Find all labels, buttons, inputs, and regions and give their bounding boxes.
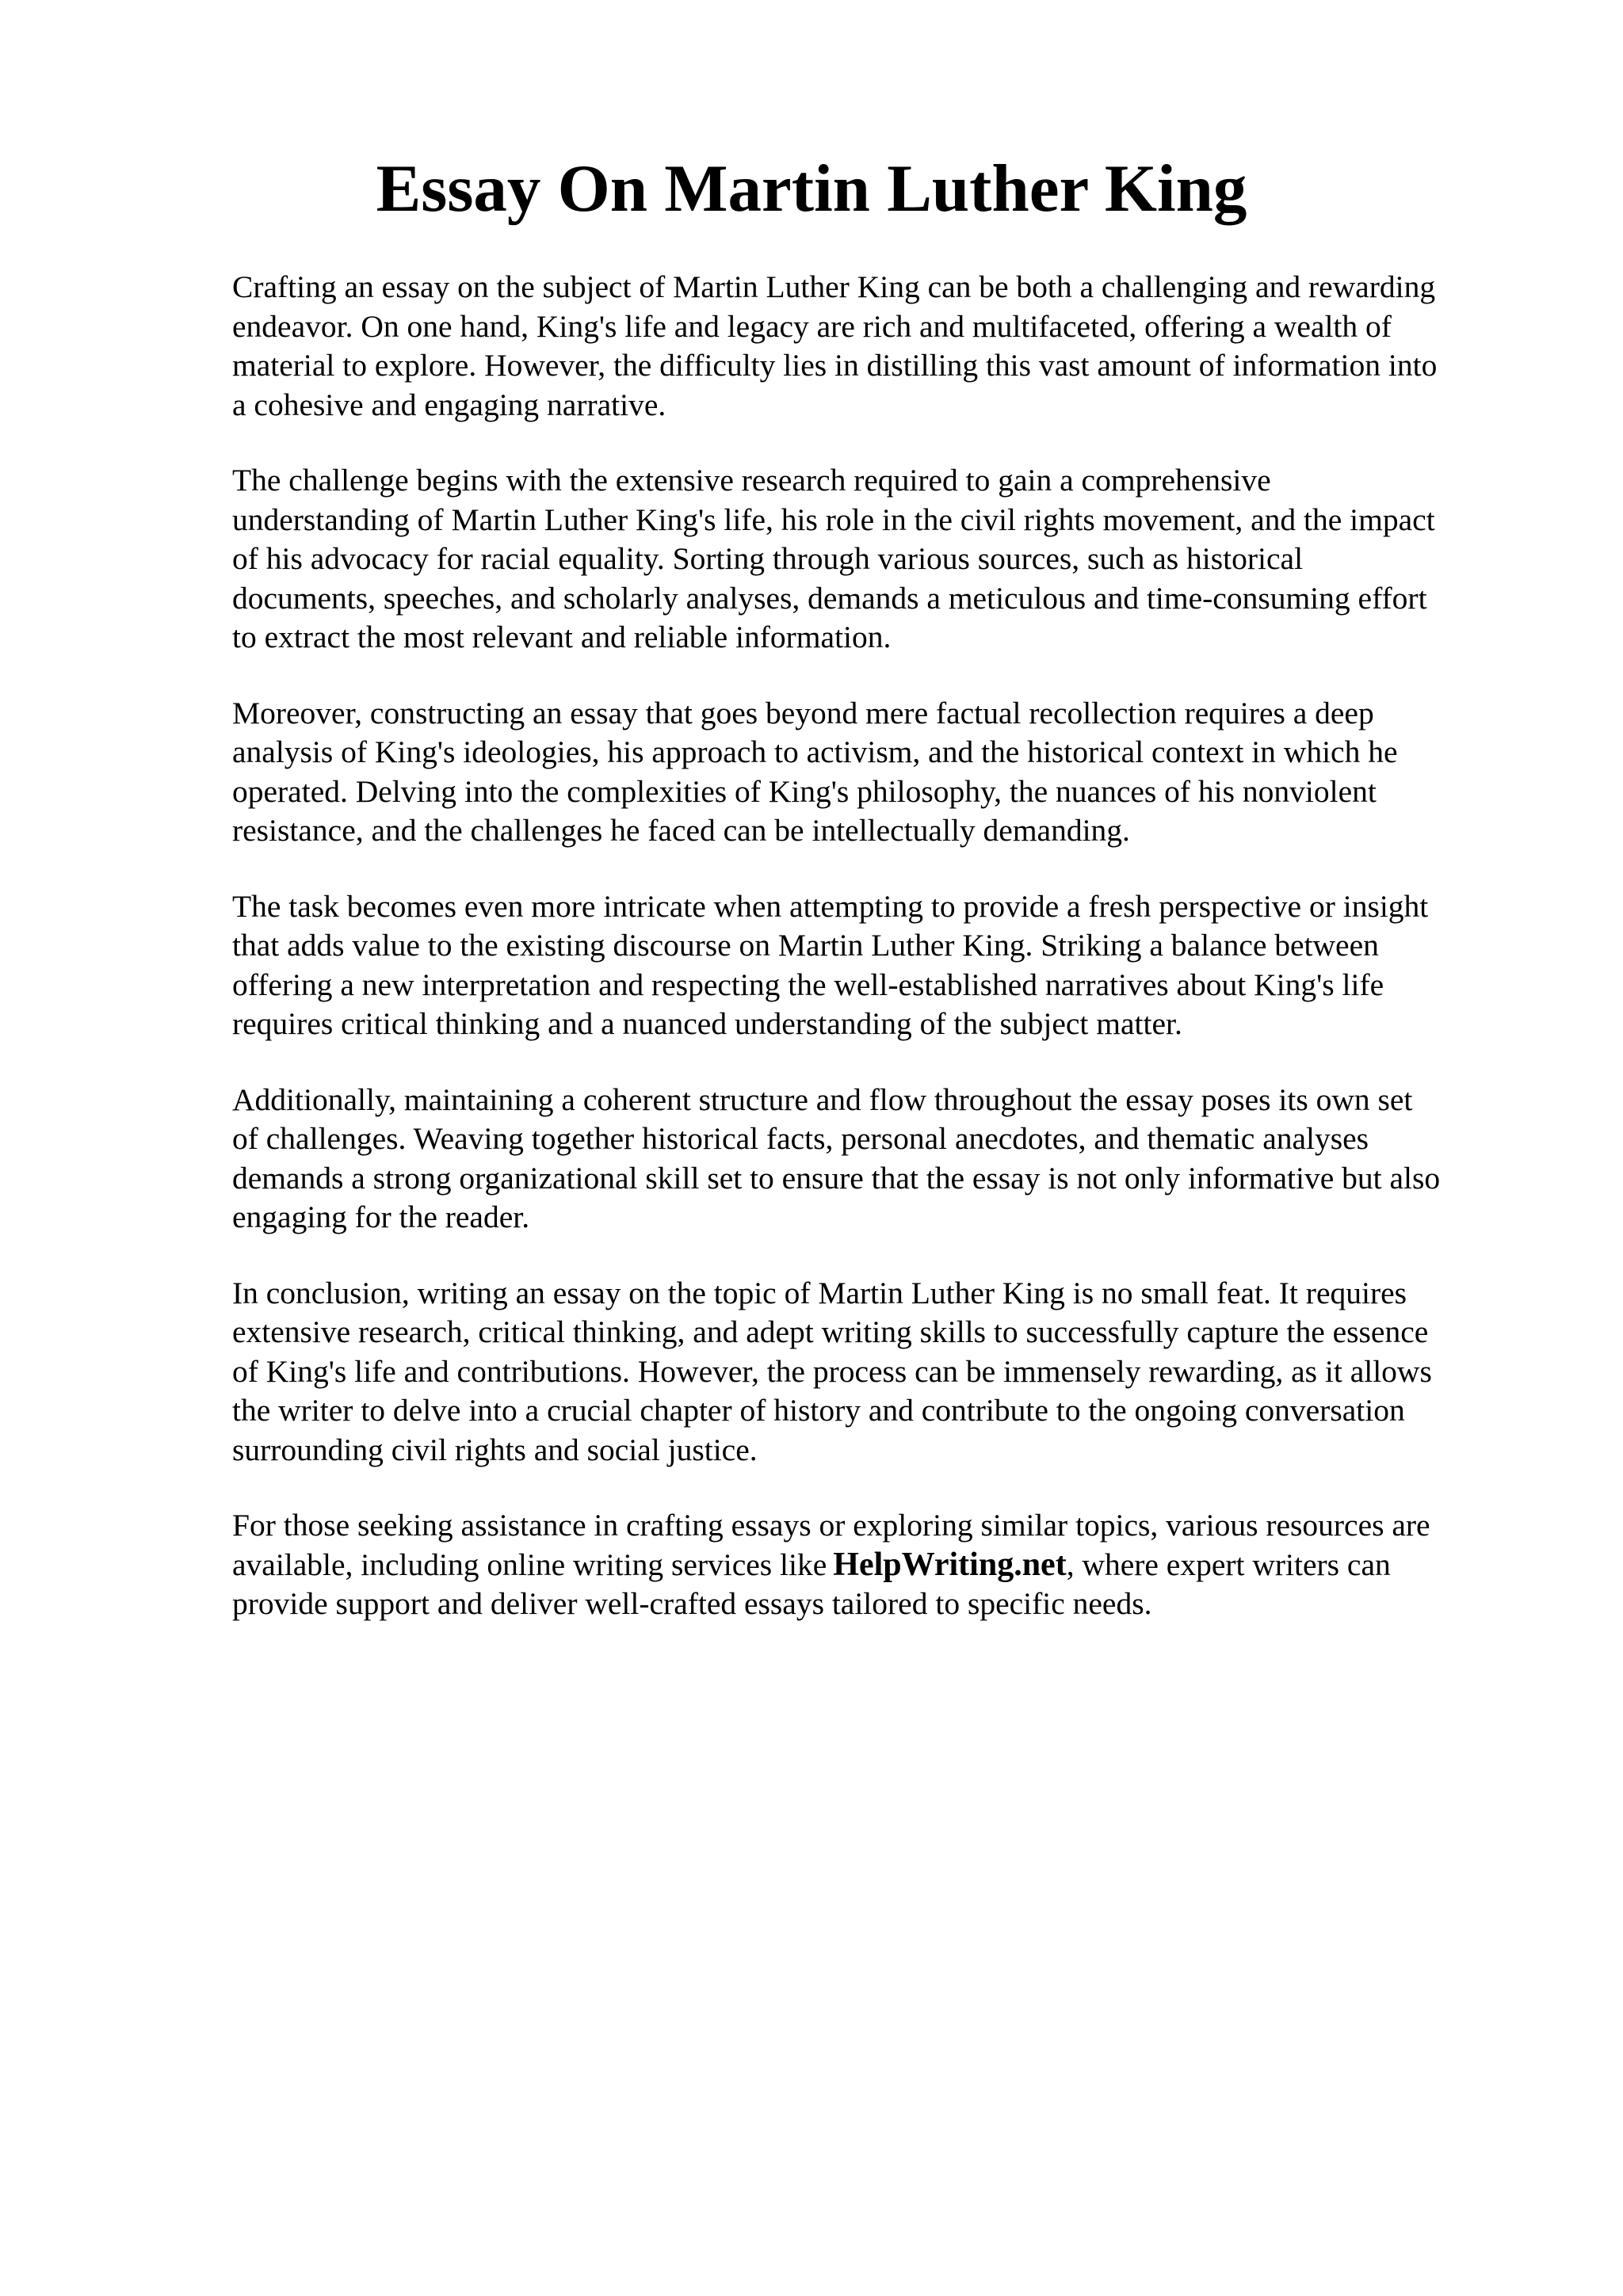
paragraph-line: operated. Delving into the complexities of King's philosophy, the nuances of his nonviolent [232,773,1377,809]
paragraph-line: The challenge begins with the extensive research required to gain a comprehensive [232,463,1271,498]
paragraph-line: Crafting an essay on the subject of Martin Luther King can be both a challenging and rewarding [232,269,1436,304]
paragraph-4 [232,887,1512,1044]
paragraph-3 [232,694,1512,851]
paragraph-line: offering a new interpretation and respecting the well-established narratives about King's life [232,967,1384,1002]
paragraph-line: material to explore. However, the difficulty lies in distilling this vast amount of information into [232,348,1438,383]
paragraph-line: demands a strong organizational skill set to ensure that the essay is not only informative but also [232,1160,1441,1196]
paragraph-line: endeavor. On one hand, King's life and legacy are rich and multifaceted, offering a wealth of [232,308,1392,344]
paragraph-line: of challenges. Weaving together historical facts, personal anecdotes, and thematic analyses [232,1121,1369,1156]
paragraph-line: a cohesive and engaging narrative. [232,387,666,422]
paragraph-line: provide support and deliver well-crafted essays tailored to specific needs. [232,1586,1152,1621]
paragraph-2 [232,461,1512,658]
paragraph-line: In conclusion, writing an essay on the topic of Martin Luther King is no small feat. It requires [232,1275,1407,1310]
paragraph-line: requires critical thinking and a nuanced understanding of the subject matter. [232,1006,1182,1041]
paragraph-line: Moreover, constructing an essay that goes beyond mere factual recollection requires a deep [232,695,1374,730]
essay-body [232,268,1512,1661]
paragraph-line: The task becomes even more intricate when attempting to provide a fresh perspective or insight [232,888,1429,924]
paragraph-line: to extract the most relevant and reliable information. [232,620,892,654]
paragraph-line: the writer to delve into a crucial chapter of history and contribute to the ongoing conversation [232,1393,1405,1428]
paragraph-5 [232,1081,1512,1238]
paragraph-line: For those seeking assistance in crafting essays or exploring similar topics, various resources are [232,1508,1430,1543]
paragraph-line: engaging for the reader. [232,1199,530,1234]
paragraph-text: , where expert writers can [1066,1547,1391,1582]
paragraph-line-with-link [232,1546,1512,1585]
paragraph-line: surrounding civil rights and social justice. [232,1432,758,1467]
paragraph-line: that adds value to the existing discourse on Martin Luther King. Striking a balance between [232,928,1379,963]
paragraph-line: documents, speeches, and scholarly analyses, demands a meticulous and time-consuming effort [232,580,1427,616]
paragraph-line: extensive research, critical thinking, and adept writing skills to successfully capture the essence [232,1314,1429,1349]
paragraph-line: of King's life and contributions. However, the process can be immensely rewarding, as it allows [232,1353,1432,1389]
essay-title: Essay On Martin Luther King [376,151,1247,226]
paragraph-line: of his advocacy for racial equality. Sorting through various sources, such as historical [232,541,1304,576]
paragraph-line: analysis of King's ideologies, his approach to activism, and the historical context in which he [232,734,1398,769]
paragraph-text: available, including online writing services like [232,1547,827,1582]
paragraph-line: understanding of Martin Luther King's life, his role in the civil rights movement, and the impact [232,502,1435,537]
paragraph-line: Additionally, maintaining a coherent structure and flow throughout the essay poses its own set [232,1081,1413,1117]
paragraph-line: resistance, and the challenges he faced can be intellectually demanding. [232,813,1130,848]
paragraph-6 [232,1274,1512,1470]
helpwriting-link[interactable]: HelpWriting.net [833,1546,1067,1583]
paragraph-7 [232,1506,1512,1624]
paragraph-1 [232,268,1512,425]
